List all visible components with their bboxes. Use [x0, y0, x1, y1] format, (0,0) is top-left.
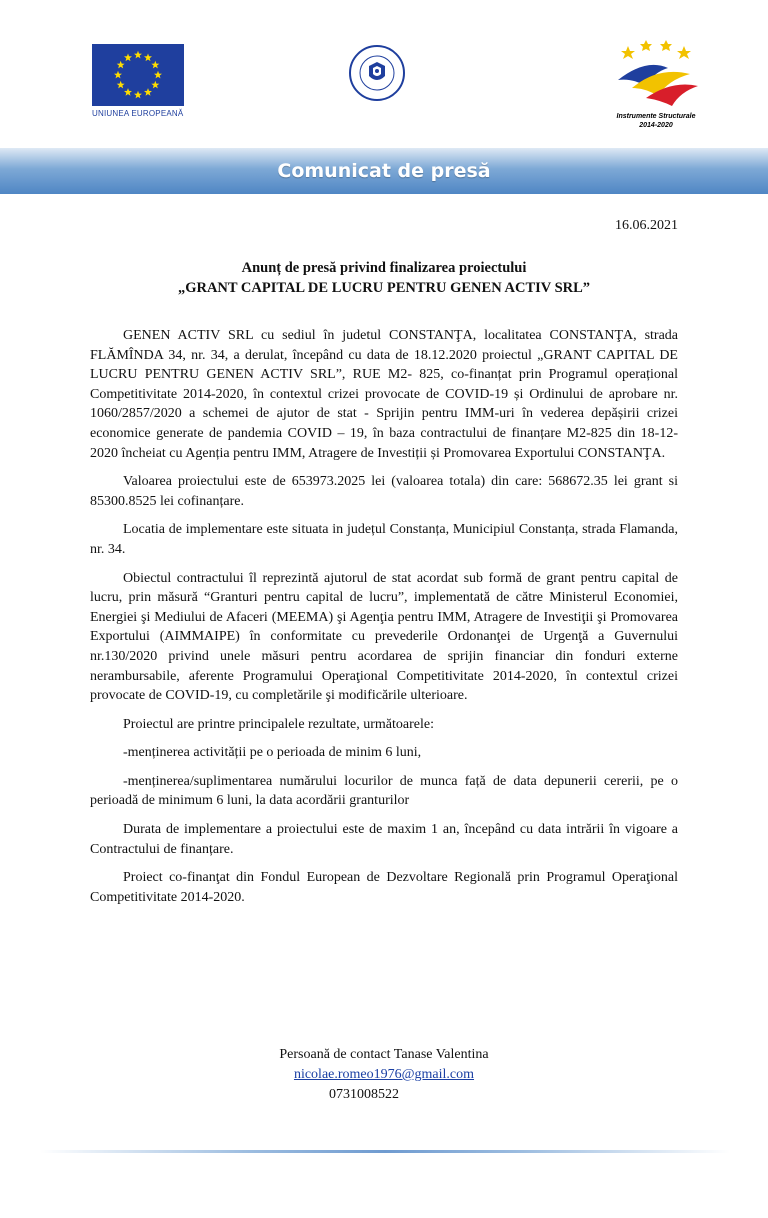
paragraph: -menținerea activității pe o perioada de minim 6 luni, — [123, 745, 422, 761]
document-heading — [90, 258, 678, 298]
paragraph: Valoarea proiectului este de 653973.2025 lei (valoarea totala) din care: 568672.35 lei grant si 85300.8525 lei cofinanțare. — [90, 474, 678, 509]
paragraph: Proiectul are printre principalele rezultate, următoarele: — [123, 716, 434, 732]
contact-block — [90, 1045, 678, 1105]
banner-title: Comunicat de presă — [277, 160, 491, 182]
eu-star-icon — [124, 88, 132, 96]
eu-star-icon — [151, 61, 159, 69]
eu-star-icon — [124, 53, 132, 61]
heading-line1: Anunț de presă privind finalizarea proiectului — [241, 260, 527, 276]
eu-star-icon — [117, 81, 125, 89]
paragraph: -menținerea/suplimentarea numărului locurilor de munca față de data depunerii cererii, pe o perioadă de minimum 6 luni, la data acordării granturilor — [90, 773, 678, 809]
paragraph: Obiectul contractului îl reprezintă ajutorul de stat acordat sub formă de grant pentru capital de lucru, prin măsură “Granturi pentru capital de lucru”, implementată de către Ministerul Economiei, Energiei şi Mediului de Afaceri (MEEMA) şi Agenţia pentru IMM, Atragere de Investiţii şi Promovarea Exportului (AIMMAIPE) în conformitate cu prevederile Ordonanţei de Urgenţă a Guvernului nr.130/2020 privind unele măsuri pentru acordarea de sprijin financiar din fonduri externe nerambursabile, aferente Programului Operaţional Competitivitate 2014-2020, în contextul crizei provocate de COVID-19, cu completările şi modificările ulterioare. — [90, 570, 678, 704]
eu-logo — [92, 44, 184, 120]
is-caption-line1: Instrumente Structurale — [616, 113, 696, 120]
eu-star-icon — [134, 91, 142, 99]
press-release-banner — [0, 148, 768, 194]
instrumente-structurale-logo — [606, 38, 706, 134]
paragraph: GENEN ACTIV SRL cu sediul în judetul CONSTANŢA, localitatea CONSTANŢA, strada FLĂMÎNDA 34, nr. 34, a derulat, începând cu data de 18.12.2020 proiectul „GRANT CAPITAL DE LUCRU PENTRU GENEN ACTIV SRL”, RUE M2- 825, co-finanțat prin Programul operațional Competitivitate 2014-2020, în contextul crizei provocate de COVID-19 și Ordinului de aprobare nr. 1060/2857/2020 a schemei de ajutor de stat - Sprijin pentru IMM-uri în vederea depășirii crizei economice generate de pandemia COVID – 19, în baza contractului de finanțare M2-825 din 18-12-2020 încheiat cu Agenția pentru IMM, Atragere de Investiții și Promovarea Exportului CONSTANŢA. — [90, 328, 678, 461]
eu-star-icon — [114, 71, 122, 79]
eu-star-icon — [154, 71, 162, 79]
paragraph: Durata de implementare a proiectului este de maxim 1 an, începând cu data intrării în vigoare a Contractului de finanțare. — [90, 822, 678, 857]
eu-flag-icon — [92, 44, 184, 106]
document-body — [90, 326, 678, 916]
eu-caption: UNIUNEA EUROPEANĂ — [92, 109, 184, 118]
eu-star-icon — [117, 61, 125, 69]
contact-email-link[interactable]: nicolae.romeo1976@gmail.com — [293, 1067, 475, 1082]
contact-person: Persoană de contact Tanase Valentina — [279, 1047, 489, 1062]
paragraph: Proiect co-finanţat din Fondul European de Dezvoltare Regională prin Programul Operaţional Competitivitate 2014-2020. — [90, 870, 678, 905]
document-date: 16.06.2021 — [615, 218, 678, 233]
is-caption-line2: 2014-2020 — [639, 122, 673, 129]
is-caption — [606, 112, 706, 130]
contact-phone: 0731008522 — [329, 1087, 399, 1102]
logo-header — [0, 0, 768, 140]
footer-divider — [40, 1150, 730, 1153]
eu-star-icon — [151, 81, 159, 89]
eu-star-icon — [144, 88, 152, 96]
paragraph: Locatia de implementare este situata in județul Constanța, Municipiul Constanța, strada Flamanda, nr. 34. — [90, 522, 678, 557]
heading-line2: „GRANT CAPITAL DE LUCRU PENTRU GENEN ACTIV SRL” — [177, 280, 591, 296]
eu-star-icon — [134, 51, 142, 59]
eu-star-icon — [144, 53, 152, 61]
romanian-government-seal-icon — [348, 44, 406, 102]
